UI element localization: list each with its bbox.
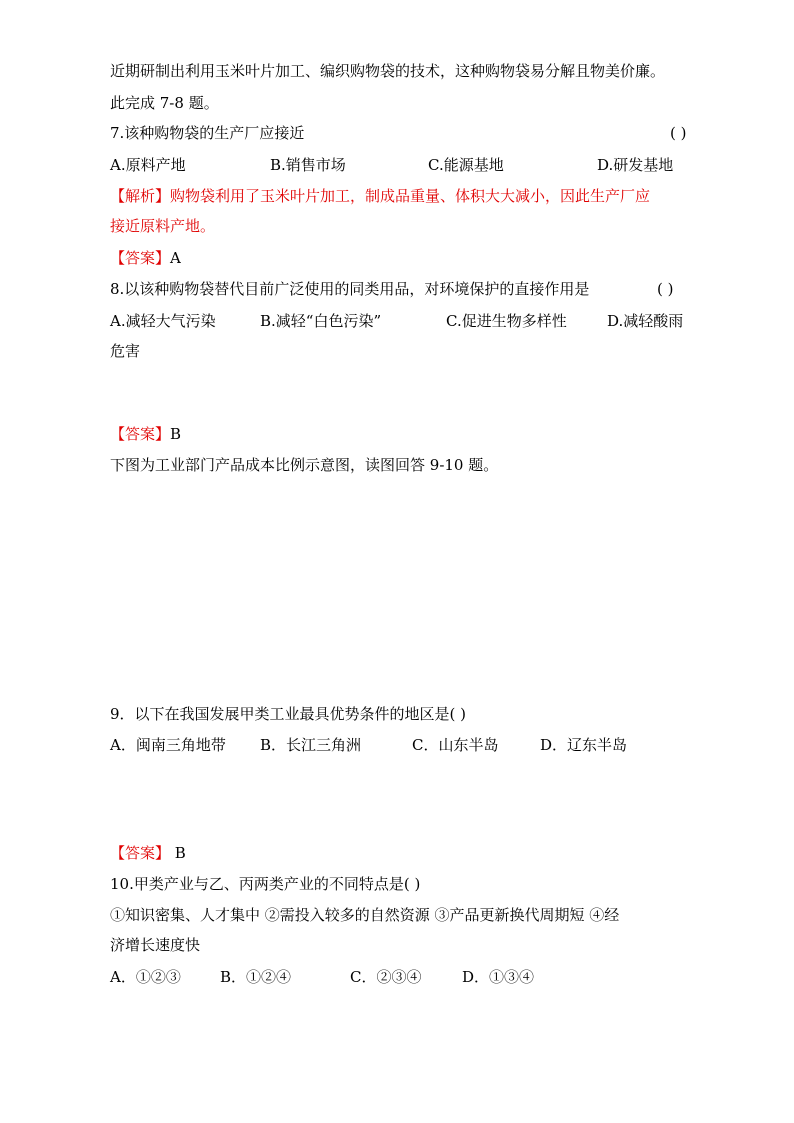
answer-value: B	[170, 844, 186, 862]
answer-value: A	[170, 249, 181, 267]
question-10-choices-line-1: ①知识密集、人才集中 ②需投入较多的自然资源 ③产品更新换代周期短 ④经	[110, 906, 620, 924]
question-10-option-b: B．①②④	[220, 968, 292, 986]
question-8-blank: ( )	[657, 280, 674, 298]
question-7-option-c: C.能源基地	[428, 156, 504, 174]
question-7-option-a: A.原料产地	[110, 156, 186, 174]
question-10-option-c: C．②③④	[350, 968, 422, 986]
intro-line-1: 近期研制出利用玉米叶片加工、编织购物袋的技术，这种购物袋易分解且物美价廉。	[110, 62, 666, 80]
question-7-option-b: B.销售市场	[270, 156, 346, 174]
question-7-analysis	[110, 186, 650, 206]
question-10-stem: 10.甲类产业与乙、丙两类产业的不同特点是( )	[110, 875, 421, 893]
question-8-answer	[110, 424, 181, 444]
figure-intro: 下图为工业部门产品成本比例示意图，读图回答 9-10 题。	[110, 456, 499, 474]
intro-line-2: 此完成 7-8 题。	[110, 94, 219, 112]
question-9-answer	[110, 843, 186, 863]
question-8-option-c: C.促进生物多样性	[446, 312, 567, 330]
question-7-analysis-line-2: 接近原料产地。	[110, 217, 216, 235]
answer-tag: 【答案】	[110, 844, 171, 862]
question-9-stem: 9．以下在我国发展甲类工业最具优势条件的地区是( )	[110, 705, 467, 723]
question-7-option-d: D.研发基地	[597, 156, 674, 174]
question-7-answer	[110, 248, 181, 268]
question-9-option-b: B．长江三角洲	[260, 736, 362, 754]
question-10-choices-line-2: 济增长速度快	[110, 936, 201, 954]
answer-value: B	[170, 425, 182, 443]
question-8-stem: 8.以该种购物袋替代目前广泛使用的同类用品，对环境保护的直接作用是	[110, 280, 590, 298]
question-7-blank: ( )	[670, 124, 687, 142]
question-8-option-d-wrap: 危害	[110, 342, 141, 360]
question-7-stem: 7.该种购物袋的生产厂应接近	[110, 124, 305, 142]
question-8-option-d: D.减轻酸雨	[607, 312, 684, 330]
question-10-option-a: A．①②③	[110, 968, 181, 986]
question-8-option-b: B.减轻“白色污染”	[260, 312, 382, 330]
question-9-option-c: C．山东半岛	[412, 736, 499, 754]
answer-tag: 【答案】	[110, 425, 171, 443]
question-9-option-d: D．辽东半岛	[540, 736, 628, 754]
question-10-option-d: D．①③④	[462, 968, 535, 986]
question-8-option-a: A.减轻大气污染	[110, 312, 216, 330]
question-9-option-a: A．闽南三角地带	[110, 736, 226, 754]
analysis-text: 购物袋利用了玉米叶片加工，制成品重量、体积大大减小，因此生产厂应	[170, 187, 651, 205]
analysis-tag: 【解析】	[110, 187, 171, 205]
answer-tag: 【答案】	[110, 249, 171, 267]
